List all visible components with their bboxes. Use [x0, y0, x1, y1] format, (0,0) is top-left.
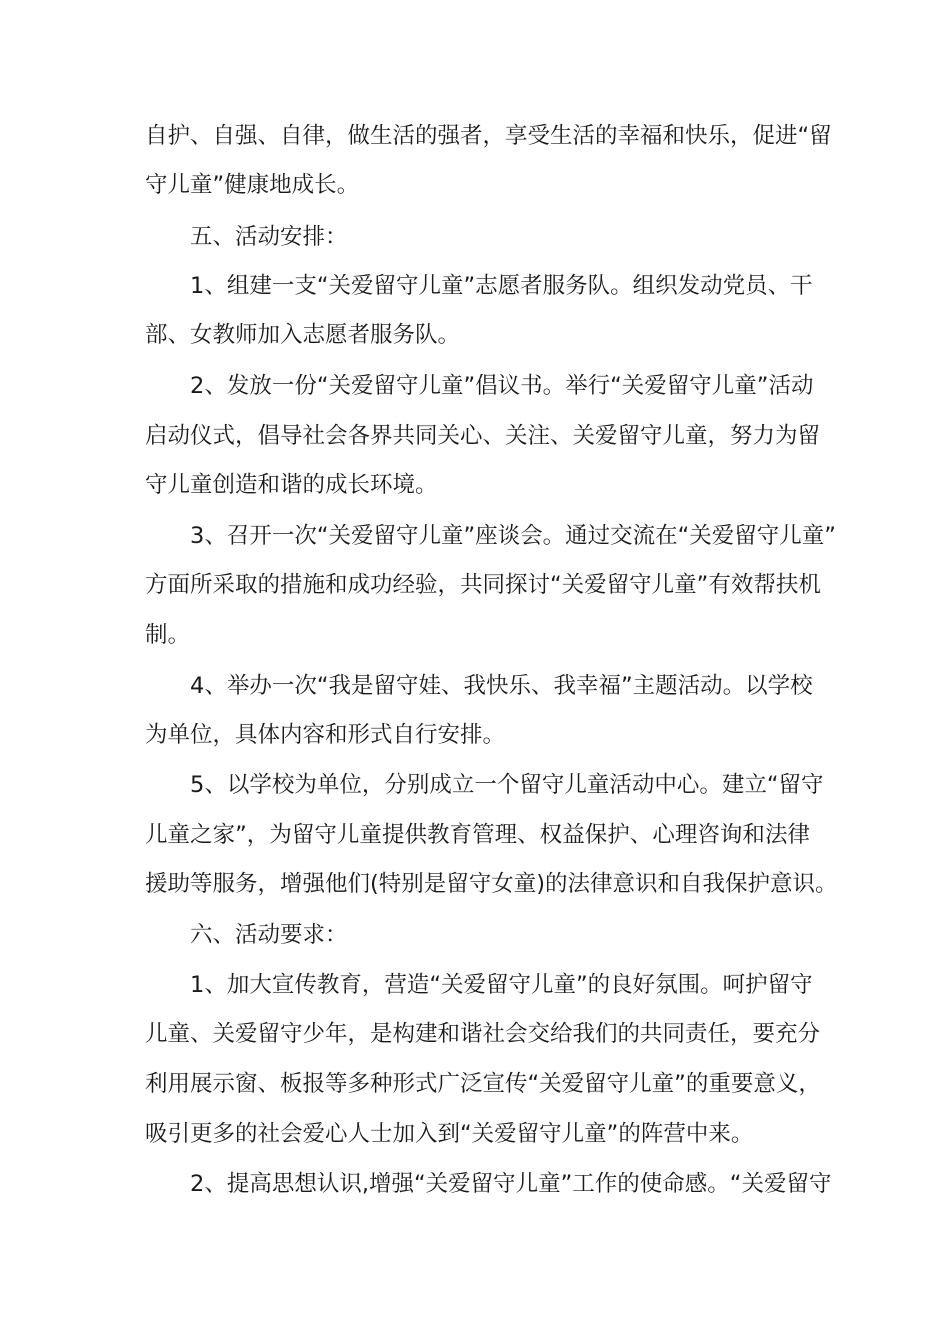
text-line: 5、以学校为单位，分别成立一个留守儿童活动中心。建立“留守 — [190, 772, 824, 798]
section-heading: 六、活动要求： — [190, 922, 348, 948]
text-line: 为单位，具体内容和形式自行安排。 — [145, 722, 506, 748]
section-heading: 五、活动安排： — [190, 224, 348, 250]
text-line: 方面所采取的措施和成功经验，共同探讨“关爱留守儿童”有效帮扶机 — [145, 572, 821, 598]
text-line: 吸引更多的社会爱心人士加入到“关爱留守儿童”的阵营中来。 — [145, 1121, 754, 1147]
text-line: 自护、自强、自律，做生活的强者，享受生活的幸福和快乐，促进“留 — [145, 123, 832, 149]
text-line: 4、举办一次“我是留守娃、我快乐、我幸福”主题活动。以学校 — [190, 673, 813, 699]
text-line: 援助等服务，增强他们(特别是留守女童)的法律意识和自我保护意识。 — [145, 871, 838, 897]
text-line: 3、召开一次“关爱留守儿童”座谈会。通过交流在“关爱留守儿童” — [190, 523, 836, 549]
text-line: 1、组建一支“关爱留守儿童”志愿者服务队。组织发动党员、干 — [190, 273, 813, 299]
text-line: 守儿童”健康地成长。 — [145, 172, 360, 198]
text-line: 2、提高思想认识,增强“关爱留守儿童”工作的使命感。“关爱留守 — [190, 1171, 832, 1197]
text-line: 启动仪式，倡导社会各界共同关心、关注、关爱留守儿童，努力为留 — [145, 423, 821, 449]
text-line: 儿童、关爱留守少年，是构建和谐社会交给我们的共同责任，要充分 — [145, 1021, 821, 1047]
text-line: 2、发放一份“关爱留守儿童”倡议书。举行“关爱留守儿童”活动 — [190, 373, 814, 399]
text-line: 利用展示窗、板报等多种形式广泛宣传“关爱留守儿童”的重要意义， — [145, 1071, 821, 1097]
text-line: 1、加大宣传教育，营造“关爱留守儿童”的良好氛围。呵护留守 — [190, 972, 813, 998]
text-line: 儿童之家”，为留守儿童提供教育管理、权益保护、心理咨询和法律 — [145, 822, 810, 848]
text-line: 守儿童创造和谐的成长环境。 — [145, 472, 438, 498]
text-line: 部、女教师加入志愿者服务队。 — [145, 322, 461, 348]
text-line: 制。 — [145, 622, 191, 648]
